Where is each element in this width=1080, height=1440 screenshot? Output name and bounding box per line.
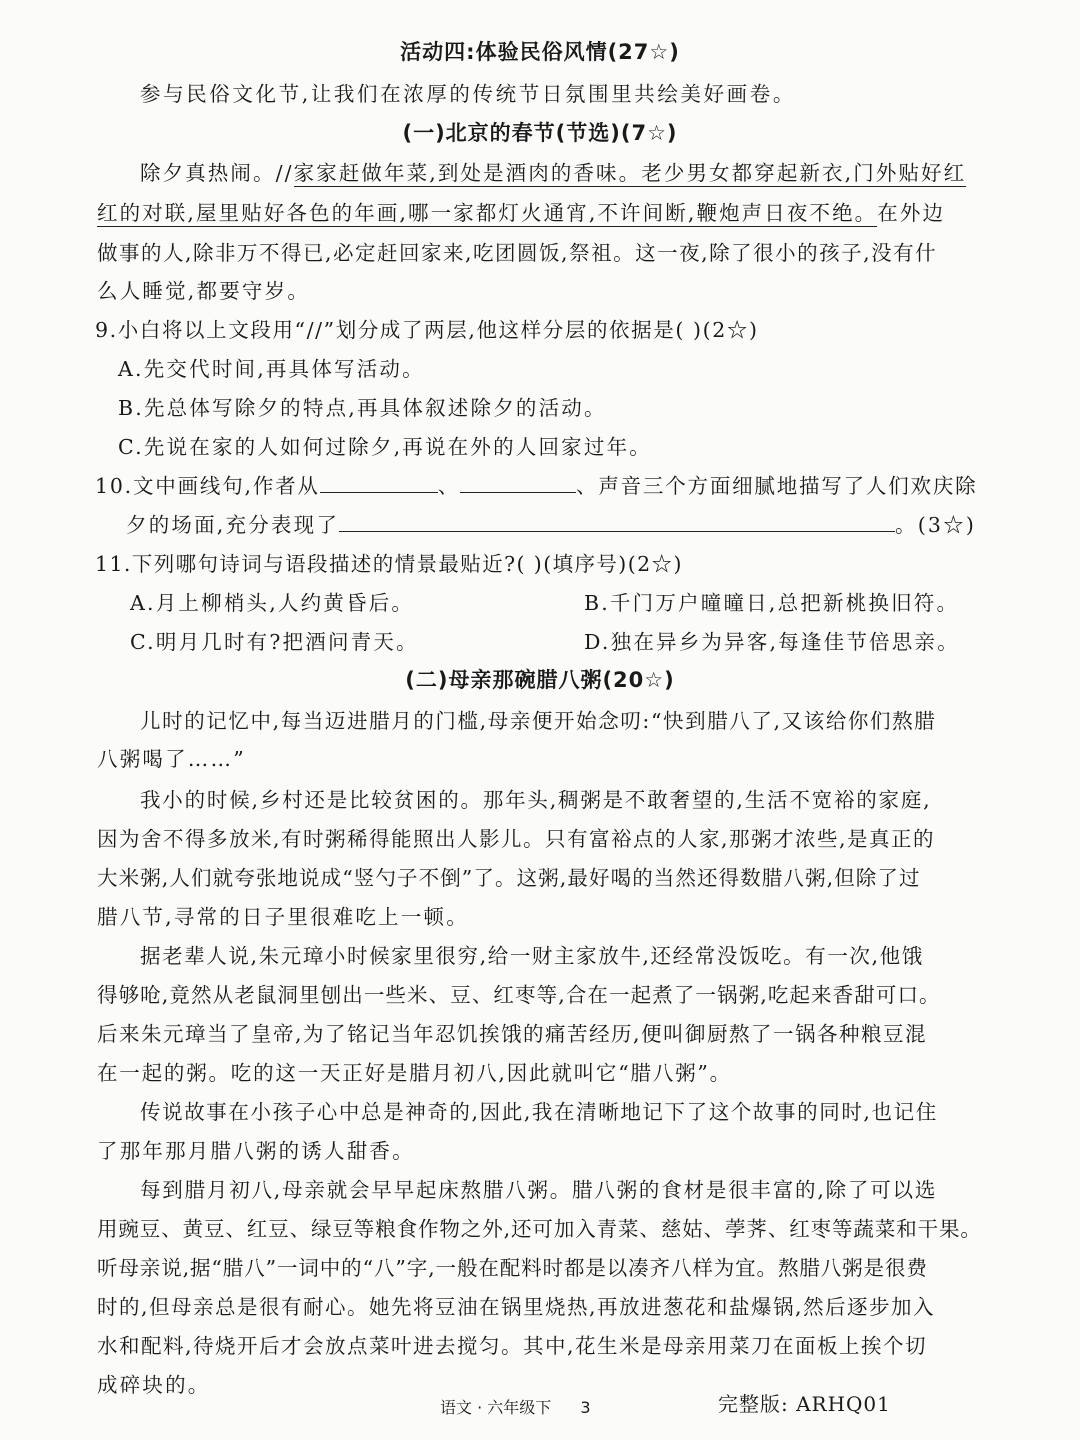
section2-line: 用豌豆、黄豆、红豆、绿豆等粮食作物之外,还可加入青菜、慈姑、荸荠、红枣等蔬菜和干果。 xyxy=(97,1217,982,1241)
section2-line: 八粥喝了……” xyxy=(97,747,246,771)
section2-line: 每到腊月初八,母亲就会早早起床熬腊八粥。腊八粥的食材是很丰富的,除了可以选 xyxy=(140,1178,938,1202)
footer-subject: 语文 · 六年级下 xyxy=(440,1398,552,1417)
section2-line: 时的,但母亲总是很有耐心。她先将豆油在锅里烧热,再放进葱花和盐爆锅,然后逐步加入 xyxy=(97,1295,936,1319)
section2-line: 传说故事在小孩子心中总是神奇的,因此,我在清晰地记下了这个故事的同时,也记住 xyxy=(140,1100,938,1124)
question-11-stem: 11.下列哪句诗词与语段描述的情景最贴近?( )(填序号)(2☆) xyxy=(95,552,683,576)
question-10-line1 xyxy=(95,469,977,499)
question-10-line2 xyxy=(126,508,976,538)
section2-line: 因为舍不得多放米,有时粥稀得能照出人影儿。只有富裕点的人家,那粥才浓些,是真正的 xyxy=(97,827,936,851)
section2-line: 我小的时候,乡村还是比较贫困的。那年头,稠粥是不敢奢望的,生活不宽裕的家庭, xyxy=(140,788,932,812)
question-10-part2: 、声音三个方面细腻地描写了人们欢庆除 xyxy=(576,474,978,498)
section1-para-line2 xyxy=(97,196,945,226)
question-9-option-a: A.先交代时间,再具体写活动。 xyxy=(118,357,425,381)
question-11-option-a: A.月上柳梢头,人约黄昏后。 xyxy=(130,591,415,615)
page-number: 3 xyxy=(580,1398,591,1417)
section1-para-line3: 做事的人,除非万不得已,必定赶回家来,吃团圆饭,祭祖。这一夜,除了很小的孩子,没有什 xyxy=(97,241,938,265)
question-10-part3: 夕的场面,充分表现了 xyxy=(126,513,340,537)
question-11-option-c: C.明月几时有?把酒问青天。 xyxy=(130,630,419,654)
section2-line: 得够呛,竟然从老鼠洞里刨出一些米、豆、红枣等,合在一起煮了一锅粥,吃起来香甜可口。 xyxy=(97,983,941,1007)
section1-para-line1 xyxy=(140,156,966,186)
answer-blank-2[interactable] xyxy=(460,474,576,493)
section1-para-line4: 么人睡觉,都要守岁。 xyxy=(97,279,311,303)
section2-line: 腊八节,寻常的日子里很难吃上一顿。 xyxy=(97,905,469,929)
section1-para-start: 除夕真热闹。// xyxy=(140,161,294,185)
section2-title: (二)母亲那碗腊八粥(20☆) xyxy=(405,668,675,692)
section2-line: 据老辈人说,朱元璋小时候家里很穷,给一财主家放牛,还经常没饭吃。有一次,他饿 xyxy=(140,944,924,968)
section2-line: 儿时的记忆中,每当迈进腊月的门槛,母亲便开始念叨:“快到腊八了,又该给你们熬腊 xyxy=(140,709,937,733)
section1-title: (一)北京的春节(节选)(7☆) xyxy=(402,121,678,145)
section1-para-cont: 在外边 xyxy=(877,201,946,225)
section2-line: 了那年那月腊八粥的诱人甜香。 xyxy=(97,1139,415,1163)
underlined-sentence-2: 红的对联,屋里贴好各色的年画,哪一家都灯火通宵,不许间断,鞭炮声日夜不绝。 xyxy=(97,201,878,225)
question-9-stem: 9.小白将以上文段用“//”划分成了两层,他这样分层的依据是( )(2☆) xyxy=(95,318,759,342)
section2-line: 水和配料,待烧开后才会放点菜叶进去搅匀。其中,花生米是母亲用菜刀在面板上挨个切 xyxy=(97,1334,928,1358)
question-10-part4: 。(3☆) xyxy=(895,513,977,537)
question-9-option-c: C.先说在家的人如何过除夕,再说在外的人回家过年。 xyxy=(118,435,652,459)
section2-line: 大米粥,人们就夸张地说成“竖勺子不倒”了。这粥,最好喝的当然还得数腊八粥,但除了过 xyxy=(97,866,921,890)
question-11-option-b: B.千门万户曈曈日,总把新桃换旧符。 xyxy=(584,591,960,615)
question-11-option-d: D.独在异乡为异客,每逢佳节倍思亲。 xyxy=(584,630,960,654)
question-10-sep: 、 xyxy=(437,474,461,498)
section2-line: 在一起的粥。吃的这一天正好是腊月初八,因此就叫它“腊八粥”。 xyxy=(97,1061,732,1085)
section2-line: 后来朱元璋当了皇帝,为了铭记当年忍饥挨饿的痛苦经历,便叫御厨熬了一锅各种粮豆混 xyxy=(97,1022,928,1046)
intro-text: 参与民俗文化节,让我们在浓厚的传统节日氛围里共绘美好画卷。 xyxy=(140,82,796,106)
question-9-option-b: B.先总体写除夕的特点,再具体叙述除夕的活动。 xyxy=(118,396,607,420)
underlined-sentence-1: 家家赶做年菜,到处是酒肉的香味。老少男女都穿起新衣,门外贴好红 xyxy=(293,161,967,185)
question-10-part1: 10.文中画线句,作者从 xyxy=(95,474,320,498)
answer-blank-1[interactable] xyxy=(320,474,438,493)
page-footer xyxy=(440,1395,591,1418)
section2-line: 听母亲说,据“腊八”一词中的“八”字,一般在配料时都是以凑齐八样为宜。熬腊八粥是很费 xyxy=(97,1256,928,1280)
answer-blank-3[interactable] xyxy=(339,513,895,532)
edition-code: 完整版: ARHQ01 xyxy=(718,1392,891,1416)
section2-line: 成碎块的。 xyxy=(97,1373,211,1397)
activity-title: 活动四:体验民俗风情(27☆) xyxy=(400,40,680,64)
